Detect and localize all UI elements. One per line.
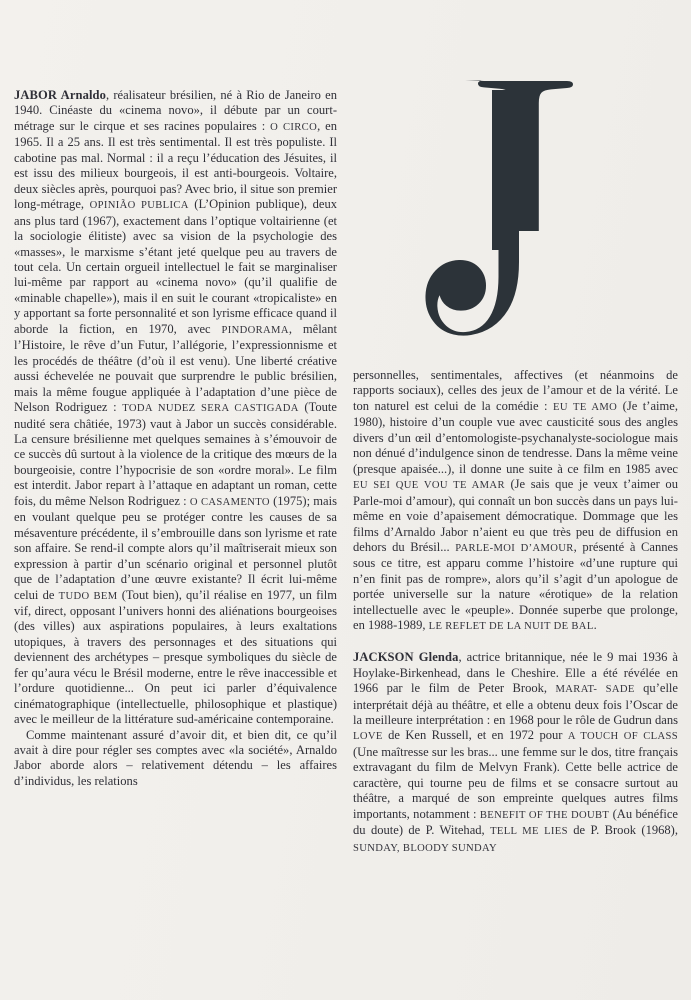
entry-headword: JABOR Arnaldo <box>14 88 106 102</box>
film-title: BENEFIT OF THE DOUBT <box>479 809 610 821</box>
film-title: SUNDAY, BLOODY SUNDAY <box>353 842 498 854</box>
film-title: TODA NUDEZ SERA CASTIGADA <box>122 403 299 415</box>
film-title: A TOUCH OF CLASS <box>567 731 678 743</box>
film-title: LOVE <box>353 731 383 743</box>
entry-jabor-paragraph-2: Comme maintenant assuré d’avoir dit, et bien dit, ce qu’il avait à dire pour régler ses comptes avec «la société», Arnaldo Jabor aborde alors – relativement détendu – les affaires d’individus, les relations <box>14 727 337 788</box>
film-title: O CIRCO <box>270 121 318 133</box>
film-title: LE REFLET DE LA NUIT DE BAL <box>428 621 594 633</box>
entry-jabor-paragraph-1: JABOR Arnaldo, réalisateur brésilien, né à Rio de Janeiro en 1940. Cinéaste du «cinema novo», il débute par un court-métrage sur le cirque et ses racines populaires : O CIRCO, en 1965. Il a 25 ans. Il est très sentimental. Il est très populiste. Il cabotine pas mal. Normal : il a reçu l’éducation des Jésuites, il est issu des milieux bourgeois, il est anti-bourgeois. Voltaire, deux siècles après, pourquoi pas? Avec brio, il situe son premier long-métrage, OPINIÃO PUBLICA (L’Opinion publique), deux ans plus tard (1967), exactement dans l’optique voltairienne (et la sociologie élitiste) avec sa vision de la psychologie des «masses», le marxisme s’étant jeté quelque peu au travers de tout cela. Un certain orgueil intellectuel le fait se marginaliser lui-même par rapport au «cinema novo» (qu’il qualifie de «minable chapelle»), mais il en suit le courant «tropicaliste» en y apportant sa forte personnalité et son lyrisme efficace quand il aborde la fiction, en 1970, avec PINDORAMA, mêlant l’Histoire, le rêve d’un Futur, l’allégorie, l’expressionnisme et les procédés de théâtre (d’où il est venu). Une liberté créative aussi échevelée ne pouvait que surprendre le public brésilien, mais la même fougue appliquée à l’adaptation d’une pièce de Nelson Rodriguez : TODA NUDEZ SERA CASTIGADA (Toute nudité sera châtiée, 1973) vaut à Jabor un succès considérable. La censure brésilienne met quelques semaines à s’émouvoir de ce succès dû surtout à la violence de la critique des mœurs de la bourgeoisie, contre l’hypocrisie de son «ordre moral». Le film est interdit. Jabor repart à l’attaque en adaptant un roman, cette fois, du même Nelson Rodriguez : O CASAMENTO (1975); mais en voulant quelque peu se protéger contre les causes de sa mésaventure précédente, il s’embrouille dans son lyrisme et rate son affaire. Se rend-il compte alors qu’il maîtriserait mieux son expression à partir d’un scénario original et personnel plutôt que de l’adaptation d’une œuvre existante? Il écrit lui-même celui de TUDO BEM (Tout bien), qu’il réalise en 1977, un film vif, direct, opposant l’univers honni des aliénations bourgeoises (des villes) aux aspirations populaires, à leurs exaltations utopiques, à travers des personnages et des situations qui deviennent des archétypes – presque symboliques du siècle de fer qu’aura vécu le Brésil moderne, entre le rêve inaccessible et l’ordure quotidienne... On peut ici parler d’équivalence cinématographique (intellectuelle, philosophique et plastique) avec le meilleur de la littérature sud-américaine contemporaine. <box>14 88 338 727</box>
film-title: EU TE AMO <box>553 401 618 413</box>
entry-headword: JACKSON Glenda <box>353 650 459 665</box>
film-title: TUDO BEM <box>58 590 118 602</box>
section-dropcap-letter-j <box>378 56 670 356</box>
film-title: PINDORAMA <box>221 324 289 336</box>
film-title: O CASAMENTO <box>189 496 270 508</box>
film-title: TELL ME LIES <box>490 826 568 838</box>
film-title: EU SEI QUE VOU TE AMAR <box>353 480 505 492</box>
entry-jabor-paragraph-2-continued: personnelles, sentimentales, affectives (et néanmoins de rapports sociaux), celles des jeux de l’amour et de la vérité. Le ton naturel est celui de la comédie : EU TE AMO (Je t’aime, 1980), histoire d’un couple vue avec causticité sous des angles divers d’un œil d’entomologiste-psychanalyste-sociologue mais non dénué d’indulgence sinon de tendresse. Dans la même veine (presque apaisée...), il donne une suite à ce film en 1985 avec EU SEI QUE VOU TE AMAR (Je sais que je veux t’aimer ou Parle-moi d’amour), qui connaît un bon succès dans un pays lui-même en voie d’apaisement démocratique. Dommage que les films d’Arnaldo Jabor n’aient eu que très peu de diffusion en dehors du Brésil... PARLE-MOI D’AMOUR, présenté à Cannes sous ce titre, est apparu comme l’histoire «d’une rupture qui n’en finit pas de rompre», alors qu’il s’agit d’un apologue de portée universelle sur la nature «érotique» de la relation intellectuelle avec le «peuple». Donnée superbe que prolonge, en 1988-1989, LE REFLET DE LA NUIT DE BAL. <box>353 368 678 633</box>
text-column-right <box>353 368 678 856</box>
film-title: MARAT- SADE <box>555 684 635 696</box>
film-title: PARLE-MOI D’AMOUR <box>455 542 574 554</box>
entry-jackson-paragraph-1: JACKSON Glenda, actrice britannique, née le 9 mai 1936 à Hoylake-Birkenhead, dans le Cheshire. Elle a été révélée en 1966 par le film de Peter Brook, MARAT- SADE qu’elle interprétait déjà au théâtre, et elle a obtenu deux fois l’Oscar de la meilleure interprétation : en 1968 pour le rôle de Gudrun dans LOVE de Ken Russell, et en 1972 pour A TOUCH OF CLASS (Une maîtresse sur les bras... une femme sur le dos, titre français extravagant du film de Melvyn Frank). Cette belle actrice de caractère, qui tourne peu de films et se consacre surtout au théâtre, a marqué de son empreinte quelques autres films importants, notamment : BENEFIT OF THE DOUBT (Au bénéfice du doute) de P. Witehad, TELL ME LIES de P. Brook (1968), SUNDAY, BLOODY SUNDAY <box>353 650 678 854</box>
text-column-left <box>14 88 337 789</box>
film-title: OPINIÃO PUBLICA <box>89 200 189 212</box>
